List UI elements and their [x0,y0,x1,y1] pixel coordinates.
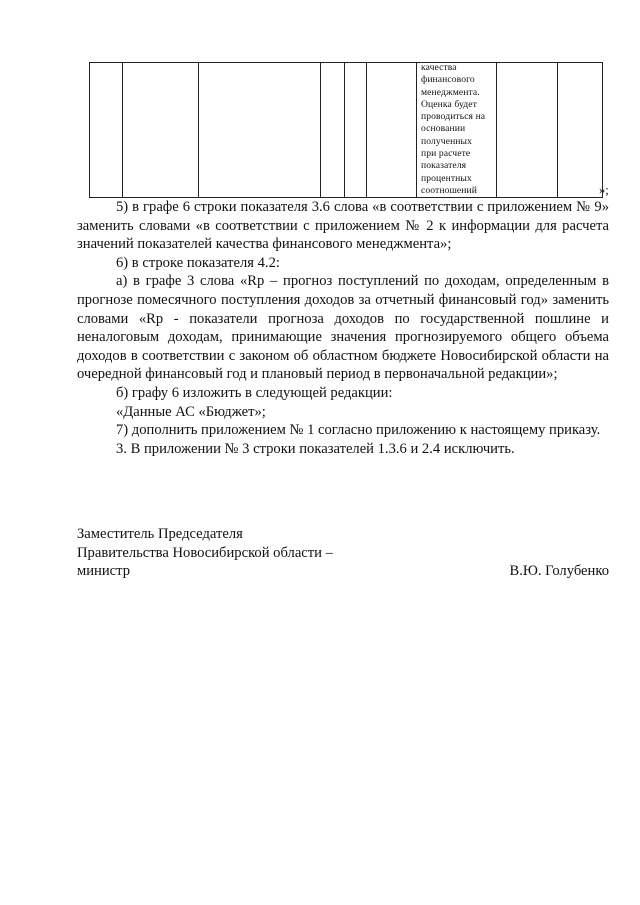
table-cell [558,63,603,198]
table-cell [367,63,417,198]
signature-position-line2: Правительства Новосибирской области – [77,544,333,561]
body-text [77,198,609,458]
table-cell [90,63,123,198]
signature-position-line3: министр [77,563,130,580]
paragraph-subitem-b: б) графу 6 изложить в следующей редакции: [116,384,393,401]
signature-block [77,525,609,581]
paragraph-quote-data: «Данные АС «Бюджет»; [116,403,266,420]
table-cell [321,63,345,198]
table-cell [497,63,558,198]
continuation-table [89,62,603,198]
signature-position-line1: Заместитель Председателя [77,526,243,542]
table-cell-description [417,63,497,198]
table-cell-text: качества финансового менеджмента. Оценка будет проводиться на основании полученных при расчете показателя процентных соотношений [421,62,486,196]
paragraph-item-6: 6) в строке показателя 4.2: [116,254,280,271]
table-cell [345,63,367,198]
table-cell [123,63,199,198]
table-closing-mark: »; [599,183,609,197]
paragraph-item-5: 5) в графе 6 строки показателя 3.6 слова «в соответствии с приложением № 9» заменить словами «в соответствии с приложением № 2 к информации для расчета значений показателей качества финансового менеджмента»; [77,199,609,253]
paragraph-subitem-a: а) в графе 3 слова «Rp – прогноз поступлений по доходам, определенным в прогнозе помесячного поступления доходов за отчетный финансовый год» заменить словами «Rp - показатели прогноза доходов по государственной пошлине и неналоговым доходам, принимающие значения прогнозируемого общего объема доходов в соответствии с законом об областном бюджете Новосибирской области на очередной финансовый год и плановый период в первоначальной редакции»; [77,273,609,383]
paragraph-point-3: 3. В приложении № 3 строки показателей 1.3.6 и 2.4 исключить. [116,440,515,457]
paragraph-item-7: 7) дополнить приложением № 1 согласно приложению к настоящему приказу. [116,422,601,439]
signatory-name: В.Ю. Голубенко [509,563,609,580]
table-cell [199,63,321,198]
table-row [90,63,603,198]
signature-row [77,562,609,581]
